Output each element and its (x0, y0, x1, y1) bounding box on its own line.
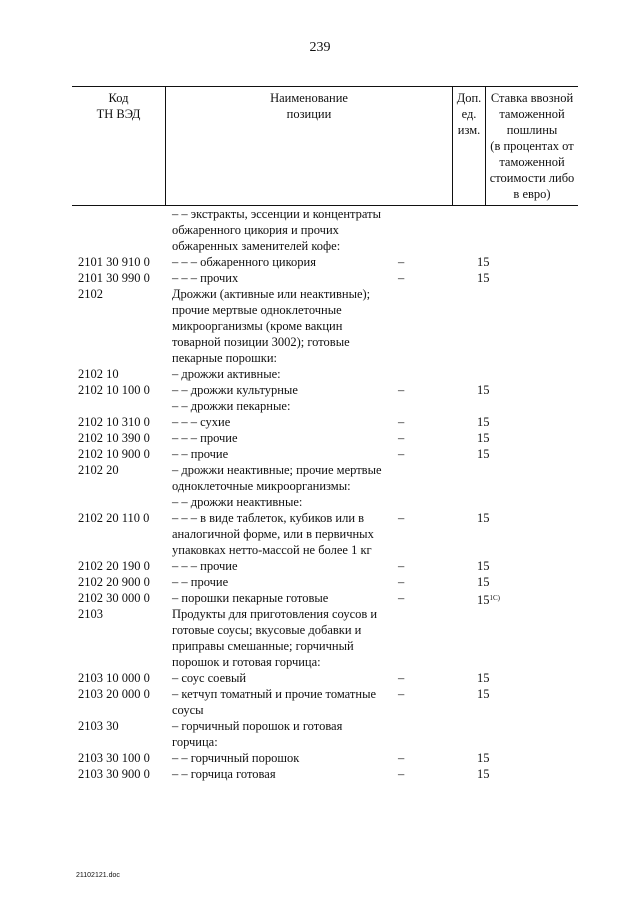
header-name-line: позиции (286, 107, 332, 121)
header-name-line: Наименование (270, 91, 348, 105)
row-name: – – дрожжи неактивные: (172, 495, 303, 509)
header-unit-line: Доп. (456, 91, 482, 105)
table-row (72, 558, 578, 574)
row-rate-value: 15 (477, 271, 490, 285)
header-rate-line: таможенной (499, 155, 565, 169)
table-row (72, 574, 578, 590)
row-name: – горчичный порошок и готовая горчица: (172, 719, 343, 749)
row-code: 2102 10 100 0 (78, 383, 150, 397)
row-rate-value: 15 (477, 593, 490, 607)
header-code-line: Код (108, 91, 129, 105)
table-row (72, 398, 578, 414)
row-rate (477, 766, 490, 782)
row-unit: – (398, 511, 405, 525)
row-unit: – (398, 255, 405, 269)
header-rate-line: пошлины (506, 123, 558, 137)
row-name: – – дрожжи пекарные: (172, 399, 291, 413)
row-rate-value: 15 (477, 415, 490, 429)
table-row (72, 414, 578, 430)
table-row (72, 670, 578, 686)
row-name: – – – обжаренного цикория (172, 255, 316, 269)
row-code: 2101 30 990 0 (78, 271, 150, 285)
row-name: – дрожжи неактивные; прочие мертвые одноклеточные микроорганизмы: (172, 463, 382, 493)
row-rate (477, 270, 490, 286)
row-code: 2103 10 000 0 (78, 671, 150, 685)
row-rate-value: 15 (477, 687, 490, 701)
row-unit: – (398, 591, 405, 605)
row-rate-value: 15 (477, 559, 490, 573)
table-row (72, 366, 578, 382)
header-rate-line: (в процентах от (490, 139, 574, 153)
row-unit: – (398, 575, 405, 589)
row-name: – – экстракты, эссенции и концентраты обжаренного цикория и прочих обжаренных заменителей кофе: (172, 207, 381, 253)
row-code: 2103 30 100 0 (78, 751, 150, 765)
row-rate (477, 670, 490, 686)
row-name: – – горчица готовая (172, 767, 276, 781)
row-rate-value: 15 (477, 575, 490, 589)
row-code: 2102 20 900 0 (78, 575, 150, 589)
table-row (72, 750, 578, 766)
row-name: – – – прочие (172, 559, 238, 573)
header-rate-line: Ставка ввозной (490, 91, 574, 105)
table-row (72, 510, 578, 558)
row-name: Дрожжи (активные или неактивные); прочие мертвые одноклеточные микроорганизмы (кроме вакцин товарной позиции 3002); готовые пекарные порошки: (172, 287, 371, 365)
footer-filename: 21102121.doc (76, 872, 120, 879)
row-unit: – (398, 431, 405, 445)
row-name: – – горчичный порошок (172, 751, 300, 765)
row-name: – – прочие (172, 447, 229, 461)
row-unit: – (398, 415, 405, 429)
row-rate-value: 15 (477, 255, 490, 269)
row-name: – – – прочие (172, 431, 238, 445)
table-row (72, 382, 578, 398)
row-code: 2102 20 (78, 463, 119, 477)
row-code: 2102 10 900 0 (78, 447, 150, 461)
row-code: 2102 10 (78, 367, 119, 381)
row-code: 2102 20 110 0 (78, 511, 150, 525)
table-row (72, 686, 578, 718)
row-rate-value: 15 (477, 751, 490, 765)
tariff-table-body (72, 206, 578, 782)
row-name: – соус соевый (172, 671, 247, 685)
header-rate-line: стоимости либо (489, 171, 575, 185)
table-row (72, 254, 578, 270)
row-code: 2102 20 190 0 (78, 559, 150, 573)
table-row (72, 590, 578, 606)
row-rate-footnote: 1С) (489, 594, 500, 602)
row-rate-value: 15 (477, 447, 490, 461)
row-name: – – – сухие (172, 415, 231, 429)
header-unit-cell (452, 87, 485, 205)
row-name: – порошки пекарные готовые (172, 591, 329, 605)
row-code: 2103 30 900 0 (78, 767, 150, 781)
table-header (72, 86, 578, 206)
row-rate-value: 15 (477, 383, 490, 397)
row-unit: – (398, 751, 405, 765)
header-rate-line: таможенной (499, 107, 565, 121)
row-rate (477, 414, 490, 430)
row-rate (477, 446, 490, 462)
header-name-cell (165, 87, 452, 205)
row-code: 2101 30 910 0 (78, 255, 150, 269)
table-row (72, 286, 578, 366)
row-unit: – (398, 383, 405, 397)
header-rate-line: в евро) (513, 187, 551, 201)
row-unit: – (398, 447, 405, 461)
row-rate (477, 574, 490, 590)
row-code: 2102 10 310 0 (78, 415, 150, 429)
row-name: – – – прочих (172, 271, 239, 285)
row-rate (477, 558, 490, 574)
row-rate (477, 750, 490, 766)
row-rate (477, 382, 490, 398)
table-row (72, 494, 578, 510)
header-unit-line: изм. (457, 123, 481, 137)
row-name: – дрожжи активные: (172, 367, 281, 381)
table-row (72, 766, 578, 782)
table-row (72, 606, 578, 670)
row-code: 2102 10 390 0 (78, 431, 150, 445)
row-code: 2103 (78, 607, 103, 621)
row-rate (477, 510, 490, 526)
row-name: – – прочие (172, 575, 229, 589)
row-code: 2102 (78, 287, 103, 301)
table-row (72, 462, 578, 494)
table-row (72, 270, 578, 286)
row-name: – – дрожжи культурные (172, 383, 298, 397)
row-rate (477, 254, 490, 270)
row-name: Продукты для приготовления соусов и готовые соусы; вкусовые добавки и приправы смешанные; горчичный порошок и готовая горчица: (172, 607, 378, 669)
header-rate-cell (485, 87, 578, 205)
row-rate-value: 15 (477, 671, 490, 685)
row-unit: – (398, 767, 405, 781)
page-number: 239 (309, 40, 331, 55)
row-name: – – – в виде таблеток, кубиков или в аналогичной форме, или в первичных упаковках нетто-массой не более 1 кг (172, 511, 374, 557)
header-code-line: ТН ВЭД (96, 107, 141, 121)
table-row (72, 206, 578, 254)
row-rate-value: 15 (477, 767, 490, 781)
row-rate-value: 15 (477, 431, 490, 445)
row-code: 2102 30 000 0 (78, 591, 150, 605)
row-rate (477, 430, 490, 446)
header-code-cell (72, 87, 165, 205)
row-unit: – (398, 671, 405, 685)
row-name: – кетчуп томатный и прочие томатные соусы (172, 687, 377, 717)
row-unit: – (398, 559, 405, 573)
row-unit: – (398, 271, 405, 285)
row-code: 2103 20 000 0 (78, 687, 150, 701)
row-rate (477, 686, 490, 702)
header-unit-line: ед. (461, 107, 477, 121)
row-rate-value: 15 (477, 511, 490, 525)
table-row (72, 718, 578, 750)
row-unit: – (398, 687, 405, 701)
table-row (72, 430, 578, 446)
row-code: 2103 30 (78, 719, 119, 733)
table-row (72, 446, 578, 462)
